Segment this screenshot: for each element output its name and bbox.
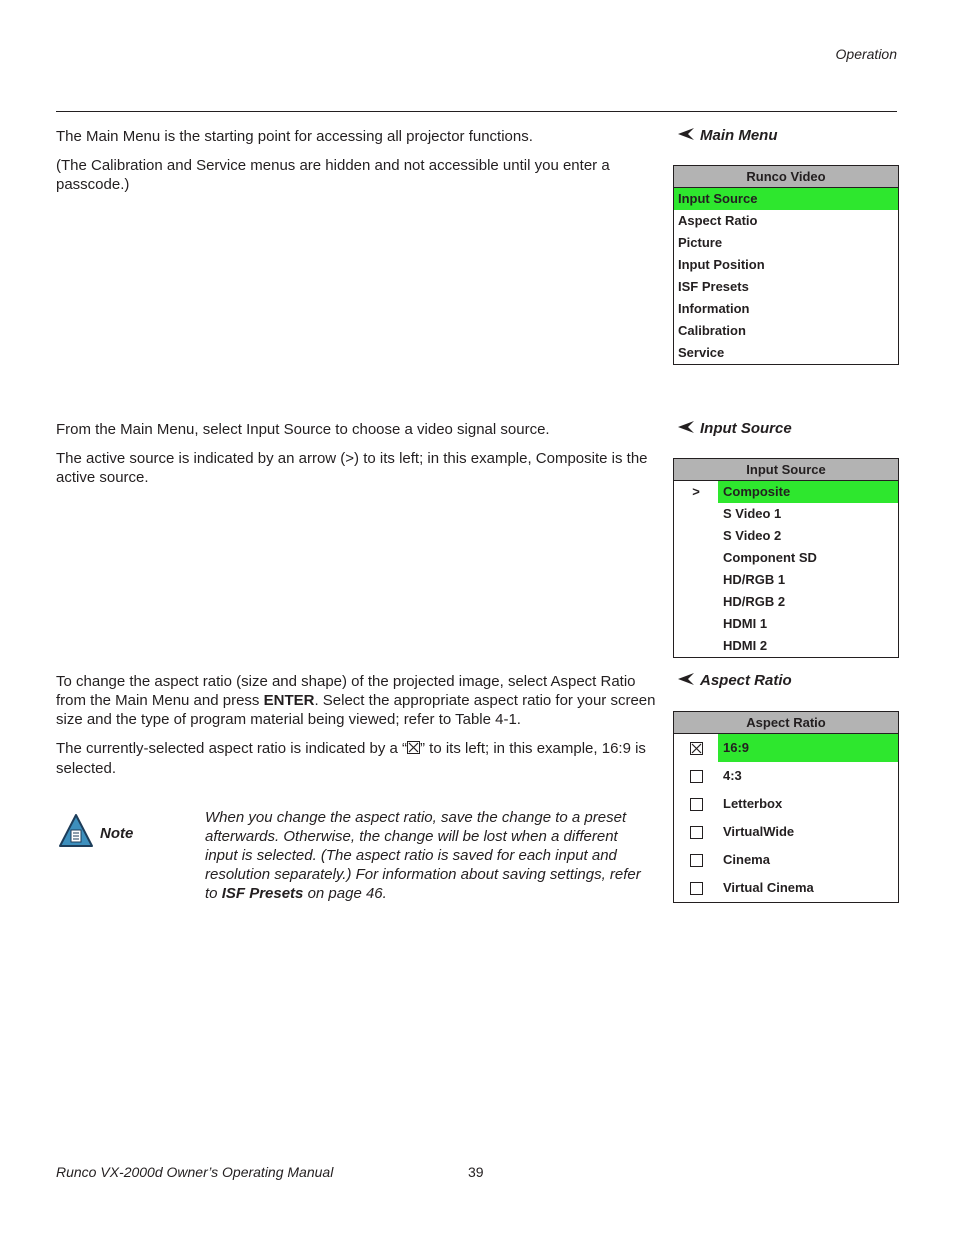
arrow-left-icon (678, 127, 694, 144)
isf-presets-link[interactable]: ISF Presets (221, 885, 304, 902)
source-row-composite[interactable] (674, 481, 898, 503)
main-menu-item-input-source[interactable]: Input Source (674, 188, 898, 210)
source-row-s-video-2[interactable] (674, 525, 898, 547)
source-row-hd-rgb-1[interactable] (674, 569, 898, 591)
aspect-label: 16:9 (718, 734, 898, 762)
aspect-row-16-9[interactable] (674, 734, 898, 762)
input-source-panel (673, 458, 899, 658)
aspect-ratio-heading-text: Aspect Ratio (700, 672, 792, 689)
active-source-marker: > (692, 484, 700, 499)
input-source-heading-text: Input Source (700, 420, 792, 437)
source-row-hd-rgb-2[interactable] (674, 591, 898, 613)
aspect-row-virtual-cinema[interactable] (674, 874, 898, 902)
main-menu-item-aspect-ratio[interactable]: Aspect Ratio (678, 213, 758, 228)
note-body: When you change the aspect ratio, save the change to a preset afterwards. Otherwise, the change will be lost when a different input is selected. (The aspect ratio is saved for each input and resolution separately.) For information about saving settings, refer to (205, 809, 641, 902)
source-label: S Video 2 (723, 528, 782, 543)
aspect-row-cinema[interactable] (674, 846, 898, 874)
main-menu-item-picture[interactable]: Picture (678, 235, 723, 250)
footer-page-number: 39 (468, 1164, 484, 1180)
aspect-ratio-intro-text: To change the aspect ratio (size and shape) of the projected image, select Aspect Ratio from the Main Menu and press (56, 673, 636, 709)
source-row-hdmi-1[interactable] (674, 613, 898, 635)
source-label: HDMI 2 (723, 638, 768, 653)
input-source-intro: From the Main Menu, select Input Source to choose a video signal source. (56, 421, 550, 438)
source-label: S Video 1 (723, 506, 782, 521)
aspect-ratio-title: Aspect Ratio (674, 712, 898, 734)
main-menu-item-service[interactable]: Service (678, 345, 725, 360)
main-menu-item-information[interactable]: Information (678, 301, 750, 316)
source-label: Composite (718, 481, 898, 503)
source-row-hdmi-2[interactable] (674, 635, 898, 657)
main-menu-item-isf-presets[interactable]: ISF Presets (678, 279, 749, 294)
header-rule (56, 111, 897, 112)
checked-box-icon (407, 740, 420, 759)
source-label: HD/RGB 1 (723, 572, 786, 587)
aspect-label: Virtual Cinema (723, 880, 814, 895)
input-source-title: Input Source (674, 459, 898, 481)
arrow-left-icon (678, 672, 694, 689)
aspect-ratio-heading (678, 672, 792, 689)
main-menu-intro: The Main Menu is the starting point for accessing all projector functions. (56, 128, 533, 145)
unchecked-box-icon[interactable] (690, 854, 703, 867)
aspect-label: Cinema (723, 852, 770, 867)
enter-key-label: ENTER (263, 692, 315, 709)
aspect-ratio-intro (56, 672, 656, 729)
aspect-label: 4:3 (723, 768, 742, 783)
main-menu-item-input-position[interactable]: Input Position (678, 257, 765, 272)
main-menu-heading (678, 127, 778, 144)
aspect-label: VirtualWide (723, 824, 795, 839)
aspect-ratio-panel (673, 711, 899, 903)
note-page-ref: on page 46. (303, 885, 387, 902)
source-row-s-video-1[interactable] (674, 503, 898, 525)
source-label: HD/RGB 2 (723, 594, 786, 609)
unchecked-box-icon[interactable] (690, 826, 703, 839)
note-callout (58, 813, 133, 854)
aspect-row-4-3[interactable] (674, 762, 898, 790)
arrow-left-icon (678, 420, 694, 437)
source-label: HDMI 1 (723, 616, 768, 631)
main-menu-title: Runco Video (674, 166, 898, 188)
unchecked-box-icon[interactable] (690, 770, 703, 783)
main-menu-panel (673, 165, 899, 365)
aspect-row-letterbox[interactable] (674, 790, 898, 818)
main-menu-item-calibration[interactable]: Calibration (678, 323, 746, 338)
note-warning-icon (58, 813, 94, 854)
footer-manual-title: Runco VX-2000d Owner’s Operating Manual (56, 1164, 334, 1180)
note-text (205, 808, 650, 903)
source-label: Component SD (723, 550, 817, 565)
source-row-component-sd[interactable] (674, 547, 898, 569)
unchecked-box-icon[interactable] (690, 882, 703, 895)
unchecked-box-icon[interactable] (690, 798, 703, 811)
running-header: Operation (835, 46, 897, 62)
main-menu-passcode-note: (The Calibration and Service menus are hidden and not accessible until you enter a passcode.) (56, 157, 610, 193)
aspect-ratio-selection-note (56, 739, 656, 778)
input-source-active-note: The active source is indicated by an arrow (>) to its left; in this example, Composite is the active source. (56, 450, 648, 486)
selection-note-text-2: ” to its left; in this example, 16:9 is selected. (56, 740, 646, 777)
note-label: Note (100, 825, 134, 842)
aspect-row-virtualwide[interactable] (674, 818, 898, 846)
aspect-ratio-intro-text-2: . Select the appropriate aspect ratio for your screen size and the type of program material being viewed; refer to Table 4-1. (56, 692, 656, 728)
input-source-heading (678, 420, 792, 437)
aspect-label: Letterbox (723, 796, 783, 811)
checked-box-icon[interactable] (690, 742, 703, 755)
selection-note-text: The currently-selected aspect ratio is indicated by a “ (56, 740, 407, 757)
main-menu-heading-text: Main Menu (700, 127, 778, 144)
